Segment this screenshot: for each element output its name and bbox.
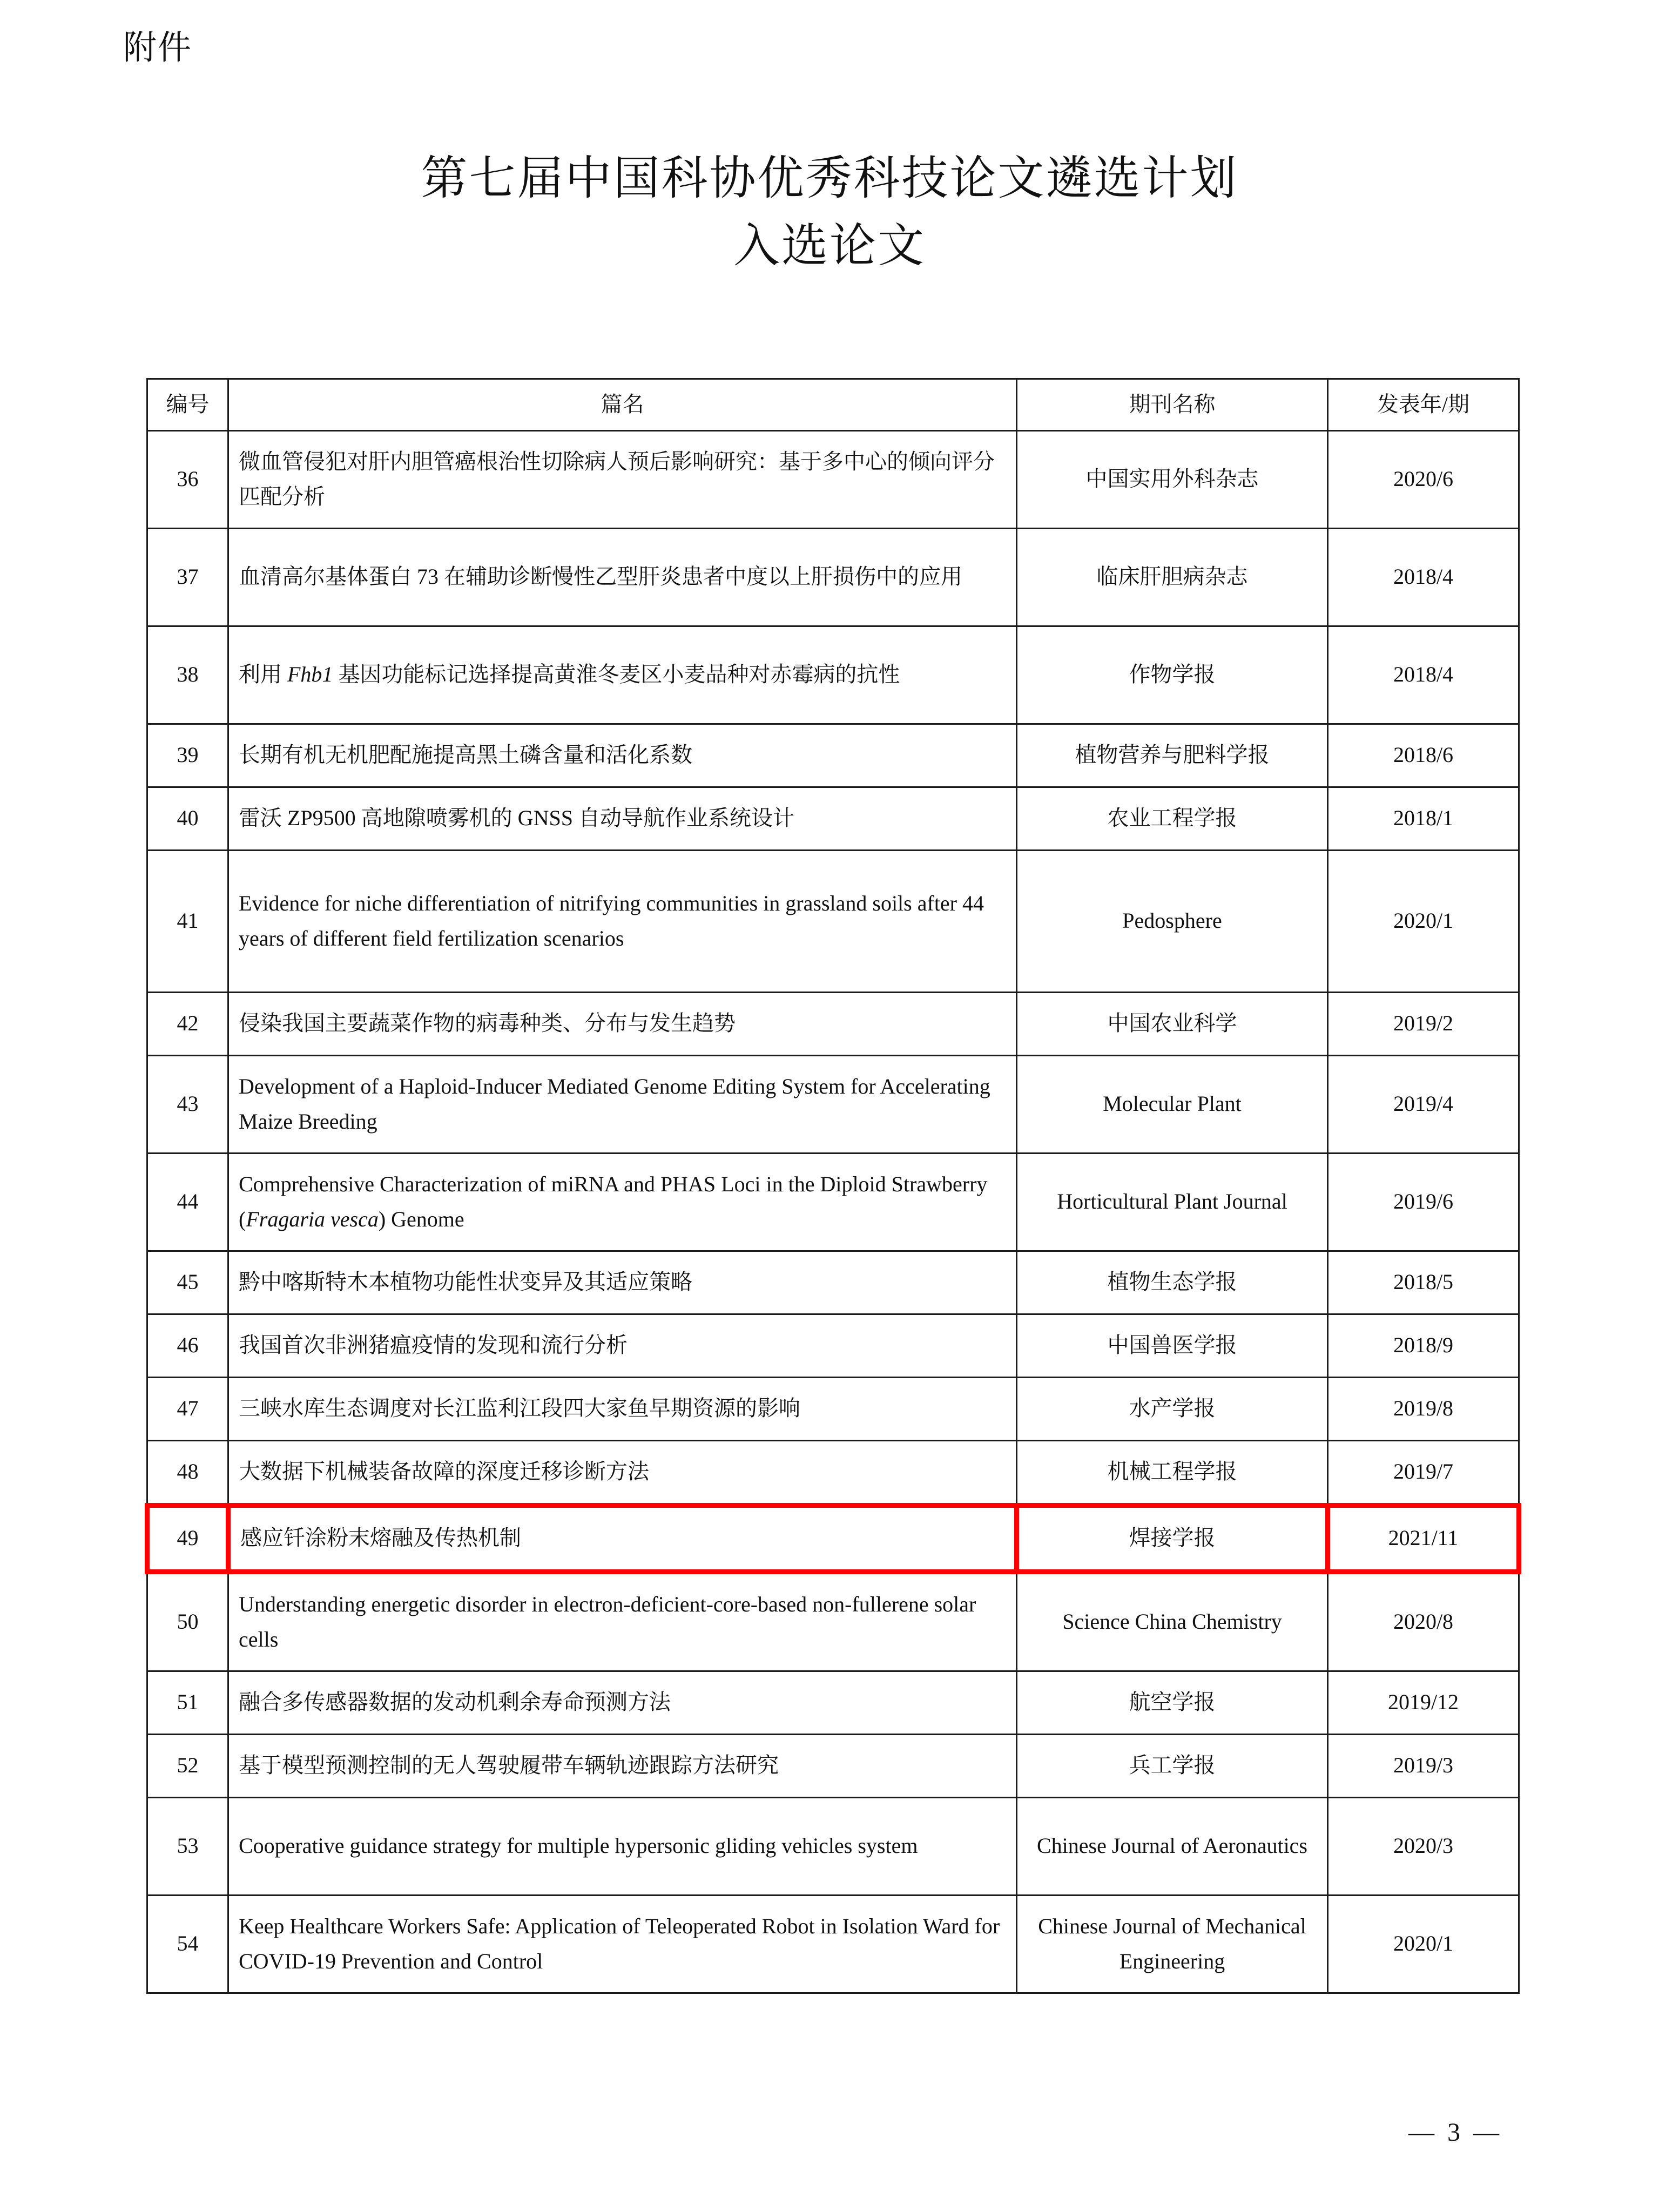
table-row [147,1153,1519,1251]
table-row [147,1734,1519,1797]
cell-journal: 农业工程学报 [1017,787,1328,850]
table-row [147,430,1519,528]
cell-title: 长期有机无机肥配施提高黑土磷含量和活化系数 [228,724,1017,787]
page-title-line1: 第七届中国科协优秀科技论文遴选计划 [421,152,1238,204]
cell-year: 2020/3 [1328,1797,1519,1895]
cell-year: 2018/4 [1328,528,1519,626]
cell-no: 52 [147,1734,228,1797]
table-row [147,1671,1519,1734]
cell-no: 49 [147,1505,228,1572]
cell-no: 41 [147,850,228,992]
cell-year: 2018/9 [1328,1314,1519,1377]
cell-journal: 中国兽医学报 [1017,1314,1328,1377]
cell-year: 2020/1 [1328,850,1519,992]
cell-no: 53 [147,1797,228,1895]
cell-title: 基于模型预测控制的无人驾驶履带车辆轨迹跟踪方法研究 [228,1734,1017,1797]
cell-no: 45 [147,1251,228,1314]
cell-title: 黔中喀斯特木本植物功能性状变异及其适应策略 [228,1251,1017,1314]
cell-journal: 航空学报 [1017,1671,1328,1734]
cell-title: Evidence for niche differentiation of nitrifying communities in grassland soils after 44 years of different field fertilization scenarios [228,850,1017,992]
cell-title: 感应钎涂粉末熔融及传热机制 [228,1505,1017,1572]
cell-journal: 植物生态学报 [1017,1251,1328,1314]
cell-year: 2021/11 [1328,1505,1519,1572]
cell-year: 2019/12 [1328,1671,1519,1734]
table-row [147,1797,1519,1895]
cell-journal: Molecular Plant [1017,1055,1328,1153]
cell-title: Comprehensive Characterization of miRNA and PHAS Loci in the Diploid Strawberry (Fragaria vesca) Genome [228,1153,1017,1251]
cell-title: Understanding energetic disorder in electron-deficient-core-based non-fullerene solar cells [228,1572,1017,1671]
cell-no: 47 [147,1377,228,1440]
cell-title: 利用 Fhb1 基因功能标记选择提高黄淮冬麦区小麦品种对赤霉病的抗性 [228,626,1017,724]
cell-no: 42 [147,992,228,1055]
table-row [147,1505,1519,1572]
table-row [147,1895,1519,1993]
table-row [147,626,1519,724]
papers-table-body [147,430,1519,1993]
table-row [147,1572,1519,1671]
cell-journal: 临床肝胆病杂志 [1017,528,1328,626]
cell-no: 44 [147,1153,228,1251]
cell-no: 36 [147,430,228,528]
attachment-label: 附件 [123,30,193,66]
cell-year: 2019/8 [1328,1377,1519,1440]
cell-no: 48 [147,1440,228,1505]
cell-title: Cooperative guidance strategy for multiple hypersonic gliding vehicles system [228,1797,1017,1895]
column-header-no: 编号 [147,379,228,431]
cell-title: Keep Healthcare Workers Safe: Application of Teleoperated Robot in Isolation Ward for COVID-19 Prevention and Control [228,1895,1017,1993]
cell-no: 50 [147,1572,228,1671]
cell-no: 54 [147,1895,228,1993]
cell-year: 2019/4 [1328,1055,1519,1153]
cell-title: 雷沃 ZP9500 高地隙喷雾机的 GNSS 自动导航作业系统设计 [228,787,1017,850]
cell-year: 2018/6 [1328,724,1519,787]
cell-year: 2020/8 [1328,1572,1519,1671]
cell-year: 2020/6 [1328,430,1519,528]
table-row [147,850,1519,992]
cell-journal: 焊接学报 [1017,1505,1328,1572]
column-header-journal: 期刊名称 [1017,379,1328,431]
cell-year: 2018/4 [1328,626,1519,724]
column-header-title: 篇名 [228,379,1017,431]
cell-journal: 水产学报 [1017,1377,1328,1440]
cell-title: 血清高尔基体蛋白 73 在辅助诊断慢性乙型肝炎患者中度以上肝损伤中的应用 [228,528,1017,626]
table-row [147,787,1519,850]
cell-year: 2020/1 [1328,1895,1519,1993]
page-title-line2: 入选论文 [733,219,926,272]
table-row [147,528,1519,626]
cell-title: 融合多传感器数据的发动机剩余寿命预测方法 [228,1671,1017,1734]
cell-title: 三峡水库生态调度对长江监利江段四大家鱼早期资源的影响 [228,1377,1017,1440]
papers-table [145,378,1521,1994]
cell-year: 2018/5 [1328,1251,1519,1314]
table-row [147,1377,1519,1440]
table-row [147,992,1519,1055]
cell-journal: Pedosphere [1017,850,1328,992]
cell-no: 38 [147,626,228,724]
cell-no: 46 [147,1314,228,1377]
cell-title: 我国首次非洲猪瘟疫情的发现和流行分析 [228,1314,1017,1377]
cell-journal: 中国实用外科杂志 [1017,430,1328,528]
cell-no: 40 [147,787,228,850]
cell-title: Development of a Haploid-Inducer Mediated Genome Editing System for Accelerating Maize Breeding [228,1055,1017,1153]
cell-journal: Chinese Journal of Aeronautics [1017,1797,1328,1895]
cell-year: 2018/1 [1328,787,1519,850]
cell-journal: Science China Chemistry [1017,1572,1328,1671]
cell-year: 2019/2 [1328,992,1519,1055]
cell-journal: 中国农业科学 [1017,992,1328,1055]
table-row [147,1314,1519,1377]
cell-journal: Horticultural Plant Journal [1017,1153,1328,1251]
cell-title: 微血管侵犯对肝内胆管癌根治性切除病人预后影响研究：基于多中心的倾向评分匹配分析 [228,430,1017,528]
table-row [147,1055,1519,1153]
cell-year: 2019/6 [1328,1153,1519,1251]
page-number: — 3 — [1408,2118,1502,2147]
cell-title: 大数据下机械装备故障的深度迁移诊断方法 [228,1440,1017,1505]
table-row [147,1440,1519,1505]
cell-title: 侵染我国主要蔬菜作物的病毒种类、分布与发生趋势 [228,992,1017,1055]
table-row [147,724,1519,787]
cell-year: 2019/3 [1328,1734,1519,1797]
cell-journal: 兵工学报 [1017,1734,1328,1797]
cell-no: 37 [147,528,228,626]
column-header-year: 发表年/期 [1328,379,1519,431]
cell-no: 39 [147,724,228,787]
cell-journal: 植物营养与肥料学报 [1017,724,1328,787]
cell-no: 43 [147,1055,228,1153]
cell-no: 51 [147,1671,228,1734]
cell-year: 2019/7 [1328,1440,1519,1505]
cell-journal: Chinese Journal of Mechanical Engineering [1017,1895,1328,1993]
page-title [0,145,1659,279]
cell-journal: 作物学报 [1017,626,1328,724]
table-row [147,1251,1519,1314]
table-header-row [147,379,1519,431]
cell-journal: 机械工程学报 [1017,1440,1328,1505]
